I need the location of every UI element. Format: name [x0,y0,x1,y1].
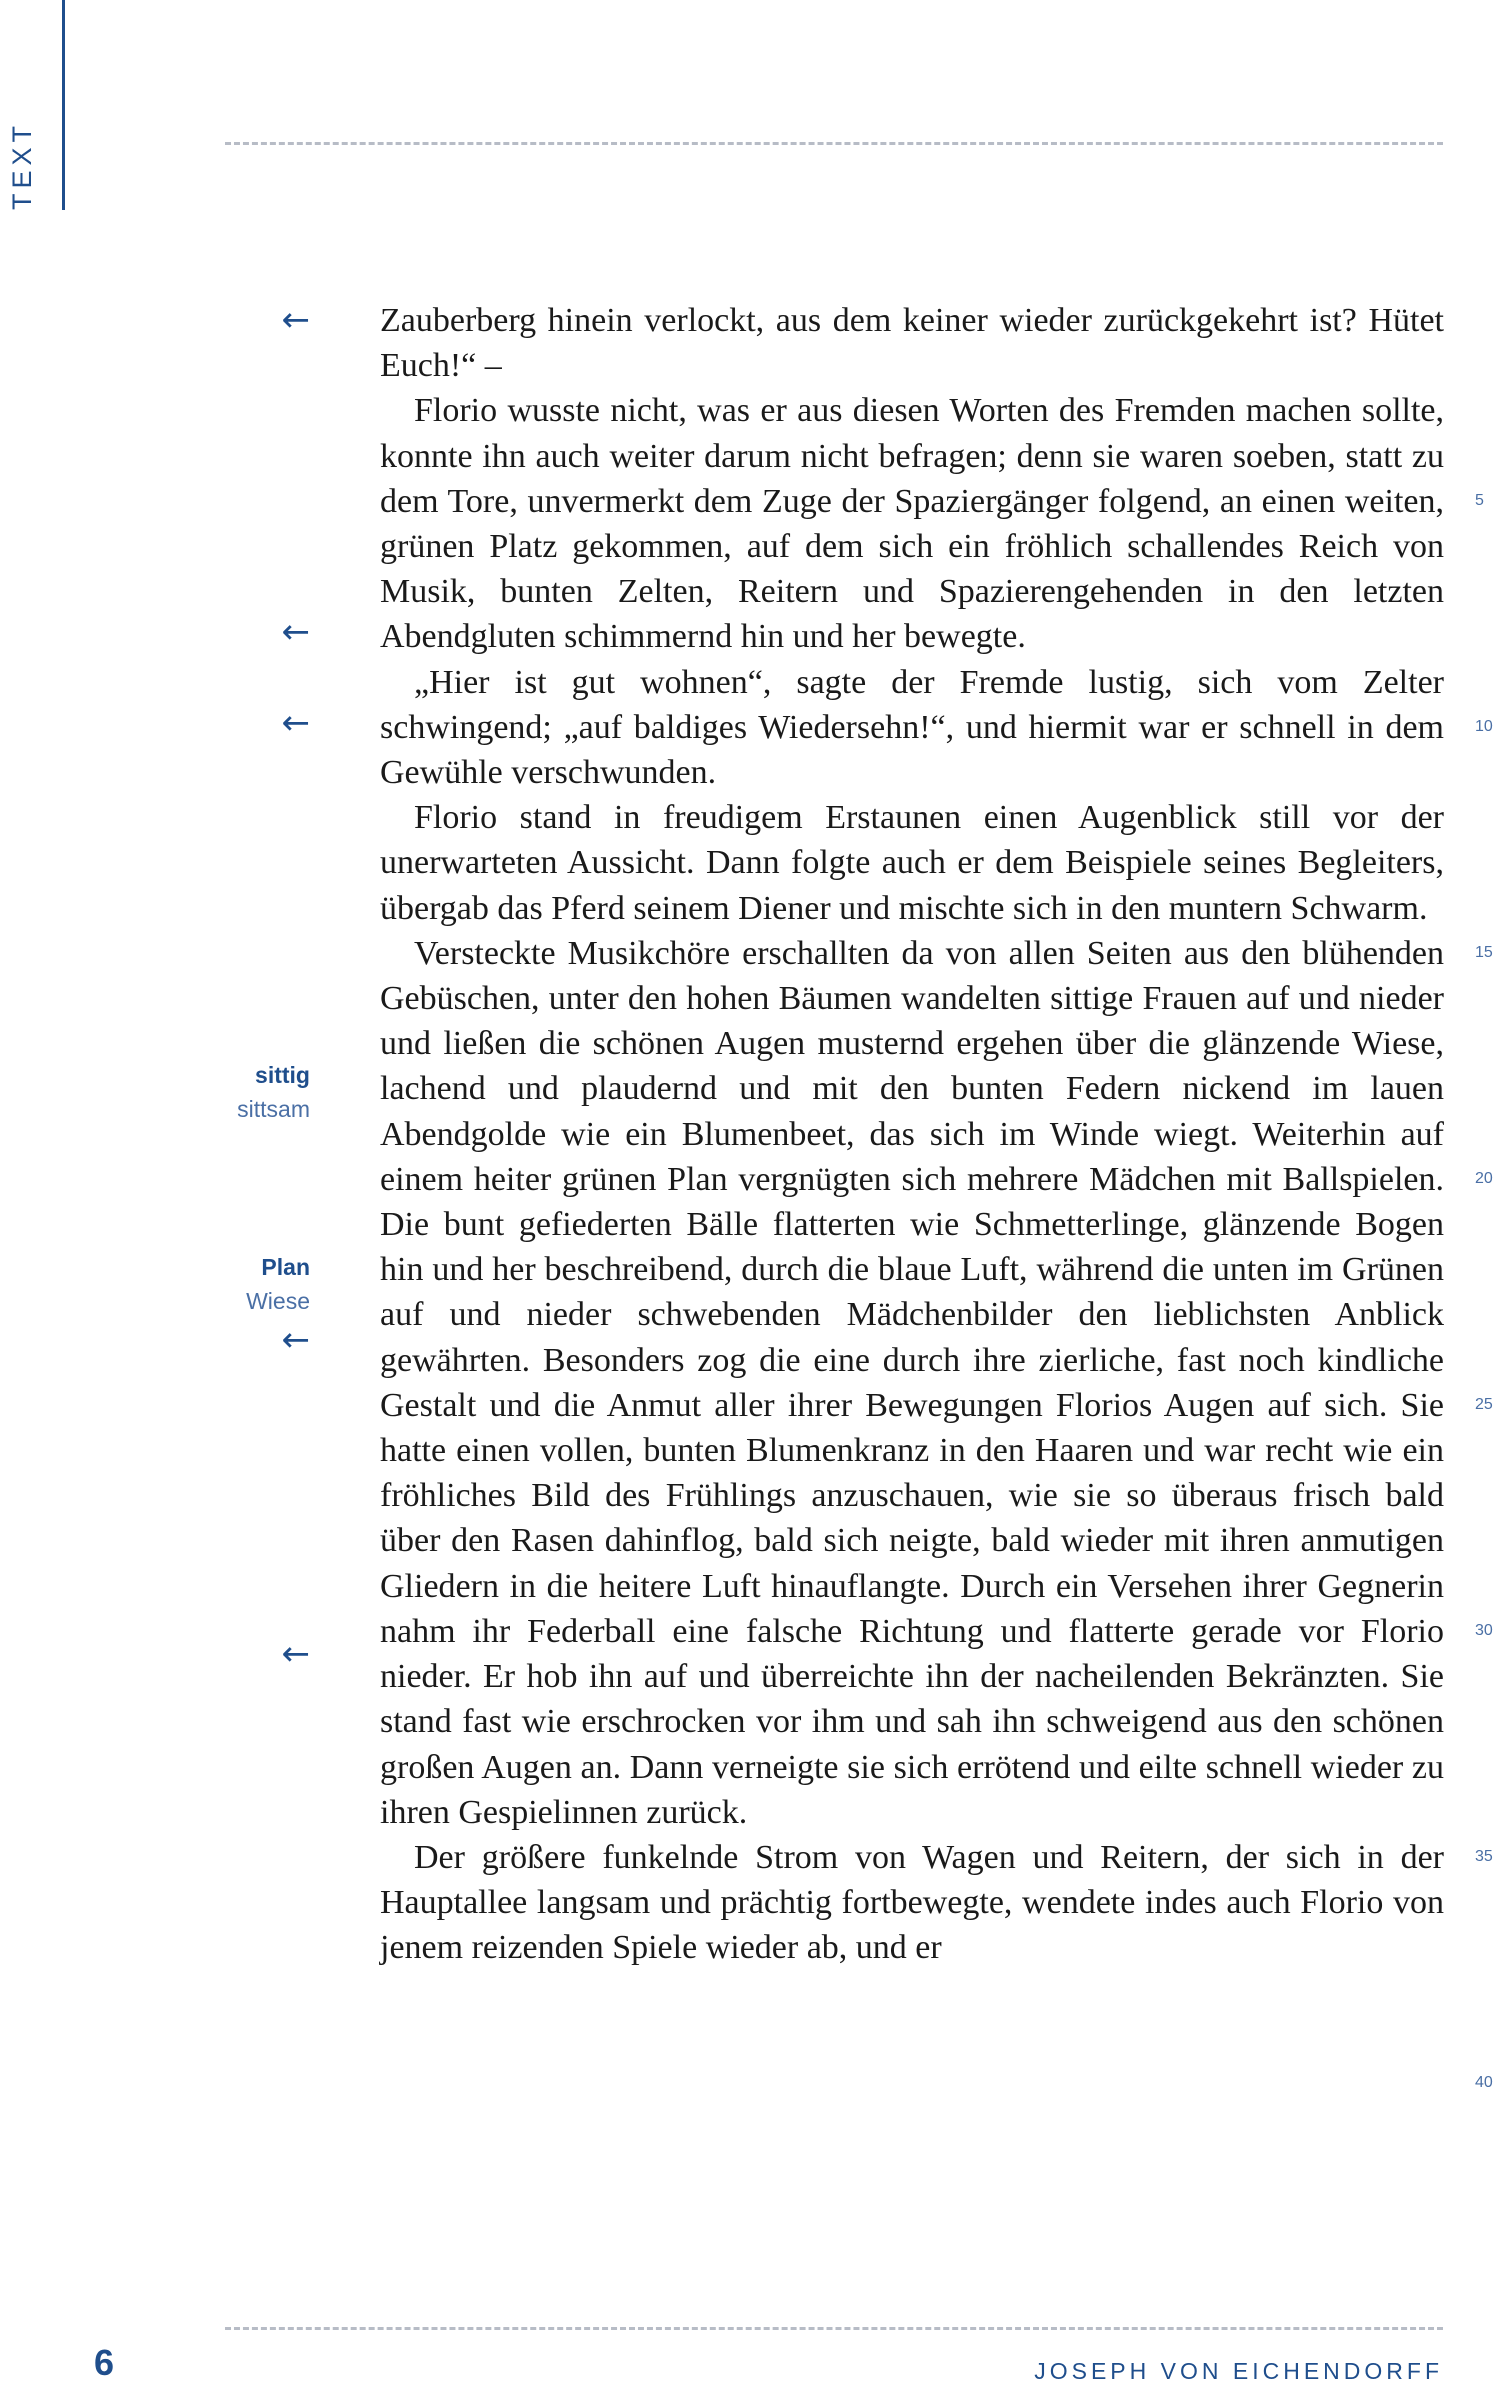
paragraph: Versteckte Musikchöre erschallten da von allen Seiten aus den blühenden Gebüschen, unter den hohen Bäumen wandelten sittige Frauen auf und nieder und ließen die schönen Augen musternd ergehen über die glänzende Wiese, lachend und plaudernd und mit den bunten Federn nickend im lauen Abendgolde wie ein Blumenbeet, das sich im Winde wiegt. Weiterhin auf einem heiter grünen Plan vergnügten sich mehrere Mädchen mit Ballspielen. Die bunt gefiederten Bälle flatterten wie Schmetterlinge, glänzende Bogen hin und her beschreibend, durch die blaue Luft, während die unten im Grünen auf und nieder schwebenden Mädchenbilder den lieblichsten Anblick gewährten. Besonders zog die eine durch ihre zierliche, fast noch kindliche Gestalt und die Anmut aller ihrer Bewegungen Florios Augen auf sich. Sie hatte einen vollen, bunten Blumenkranz in den Haaren und war recht wie ein fröhliches Bild des Frühlings anzuschauen, wie sie so überaus frisch bald über den Rasen dahinflog, bald sich neigte, bald wieder mit ihren anmutigen Gliedern in die heitere Luft hinauflangte. Durch ein Versehen ihrer Gegnerin nahm ihr Federball eine falsche Richtung und flatterte gerade vor Florio nieder. Er hob ihn auf und überreichte ihn der nacheilenden Bekränzten. Sie stand fast wie erschrocken vor ihm und sah ihn schweigend aus den schönen großen Augen an. Dann verneigte sie sich errötend und eilte schnell wieder zu ihren Gespielinnen zurück. [380,934,1444,1831]
line-number: 10 [1475,718,1493,735]
line-number: 15 [1475,944,1493,961]
side-tab-label: TEXT [7,120,37,210]
running-head: JOSEPH VON EICHENDORFF [1034,2358,1443,2384]
paragraph: Zauberberg hinein verlockt, aus dem keiner wieder zurückgekehrt ist? Hütet Euch!“ – [380,302,1444,385]
line-number: 20 [1475,1170,1493,1187]
gloss-definition: Wiese [246,1288,310,1314]
paragraph: Florio wusste nicht, was er aus diesen Worten des Fremden machen sollte, konnte ihn auch weiter darum nicht befragen; denn sie waren soeben, statt zu dem Tore, unvermerkt dem Zuge der Spaziergänger folgend, an einen weiten, grünen Platz gekommen, auf dem sich ein fröhlich schallendes Reich von Musik, bunten Zelten, Reitern und Spazierengehenden in den letzten Abendgluten schimmernd hin und her bewegte. [380,392,1444,656]
gloss-definition: sittsam [237,1096,310,1122]
line-number: 30 [1475,1622,1493,1639]
gloss-term: sittig [255,1062,310,1088]
arrow-icon: ← [281,300,310,340]
line-number: 40 [1475,2074,1493,2091]
arrow-icon: ← [281,612,310,652]
page-number: 6 [94,2342,115,2383]
body-text [380,298,1444,1971]
top-dashed-rule [225,142,1443,145]
gloss-entry [237,1058,310,1126]
arrow-icon: ← [281,1634,310,1674]
gloss-entry [246,1250,310,1318]
arrow-icon: ← [281,703,310,743]
arrow-icon: ← [281,1320,310,1360]
line-number: 5 [1475,492,1484,509]
paragraph: Der größere funkelnde Strom von Wagen und Reitern, der sich in der Hauptallee langsam und prächtig fortbewegte, wendete indes auch Florio von jenem reizenden Spiele wieder ab, und er [380,1838,1444,1967]
line-number: 25 [1475,1396,1493,1413]
bottom-dashed-rule [225,2327,1443,2330]
side-tab [0,0,65,210]
gloss-term: Plan [261,1254,310,1280]
paragraph: „Hier ist gut wohnen“, sagte der Fremde lustig, sich vom Zelter schwingend; „auf baldiges Wiedersehn!“, und hiermit war er schnell in dem Gewühle verschwunden. [380,663,1444,792]
line-number: 35 [1475,1848,1493,1865]
paragraph: Florio stand in freudigem Erstaunen einen Augenblick still vor der unerwarteten Aussicht. Dann folgte auch er dem Beispiele seines Begleiters, übergab das Pferd seinem Diener und mischte sich in den muntern Schwarm. [380,799,1444,927]
